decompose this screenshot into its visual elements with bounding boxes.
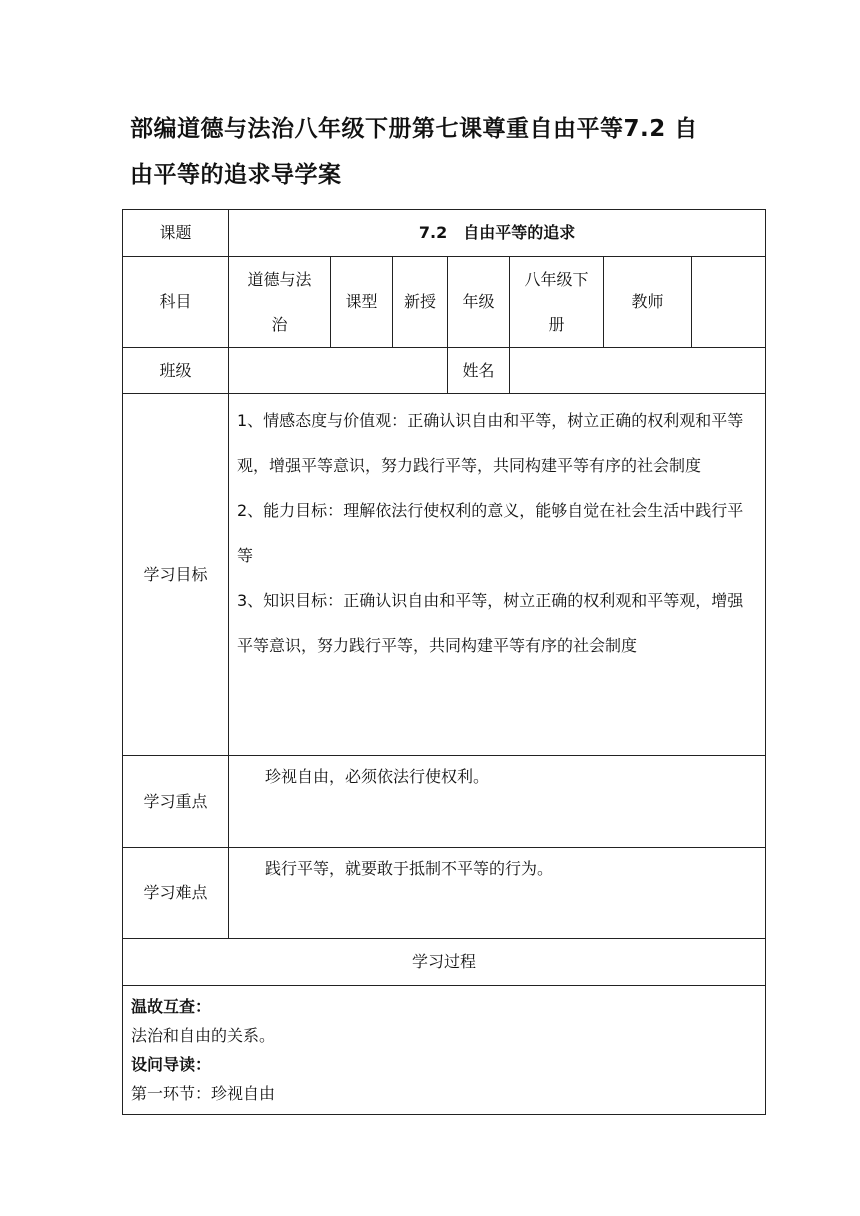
goals-label: 学习目标 [123,394,229,756]
grade-label: 年级 [448,257,510,348]
type-label: 课型 [331,257,393,348]
goal-text: 理解依法行使权利的意义，能够自觉在社会生活中践行平等 [237,501,744,565]
process-content-row [123,986,766,1115]
document-title [130,106,730,198]
teacher-value[interactable] [692,257,766,348]
review-text: 法治和自由的关系。 [131,1026,276,1045]
class-row [123,348,766,394]
process-header-row [123,939,766,986]
goal-item [237,488,757,578]
key-points-label: 学习重点 [123,756,229,848]
lesson-plan-table [122,209,766,1115]
difficulty-row [123,848,766,939]
process-label: 学习过程 [123,939,766,986]
topic-row [123,210,766,257]
type-value: 新授 [393,257,448,348]
key-points-text: 珍视自由，必须依法行使权利。 [229,756,766,848]
topic-value: 7.2 自由平等的追求 [229,210,766,257]
difficulty-label: 学习难点 [123,848,229,939]
process-content [123,986,766,1115]
subject-value-line1: 道德与法 [247,270,312,289]
name-value[interactable] [510,348,766,394]
goals-row [123,394,766,756]
goal-prefix: 1、情感态度与价值观： [237,411,408,430]
title-line-1: 部编道德与法治八年级下册第七课尊重自由平等7.2 自 [130,116,698,142]
goal-text: 正确认识自由和平等，树立正确的权利观和平等观，增强平等意识，努力践行平等，共同构建平等有序的社会制度 [237,411,744,475]
grade-value-line2: 册 [548,315,565,334]
subject-label: 科目 [123,257,229,348]
topic-label: 课题 [123,210,229,257]
grade-value-line1: 八年级下 [524,270,589,289]
difficulty-text: 践行平等，就要敢于抵制不平等的行为。 [229,848,766,939]
goal-text: 正确认识自由和平等，树立正确的权利观和平等观，增强平等意识，努力践行平等，共同构建平等有序的社会制度 [237,591,744,655]
class-label: 班级 [123,348,229,394]
grade-value [510,257,604,348]
goal-prefix: 3、知识目标： [237,591,344,610]
section-1-heading: 第一环节：珍视自由 [131,1084,276,1103]
subject-value-line2: 治 [271,315,288,334]
goal-prefix: 2、能力目标： [237,501,344,520]
name-label: 姓名 [448,348,510,394]
goal-item [237,398,757,488]
class-value[interactable] [229,348,448,394]
key-points-row [123,756,766,848]
subject-row [123,257,766,348]
goal-item [237,578,757,668]
title-line-2: 由平等的追求导学案 [130,162,342,188]
subject-value [229,257,331,348]
review-label: 温故互查： [131,997,212,1016]
goals-content [229,394,766,756]
guide-label: 设问导读： [131,1055,212,1074]
teacher-label: 教师 [604,257,692,348]
